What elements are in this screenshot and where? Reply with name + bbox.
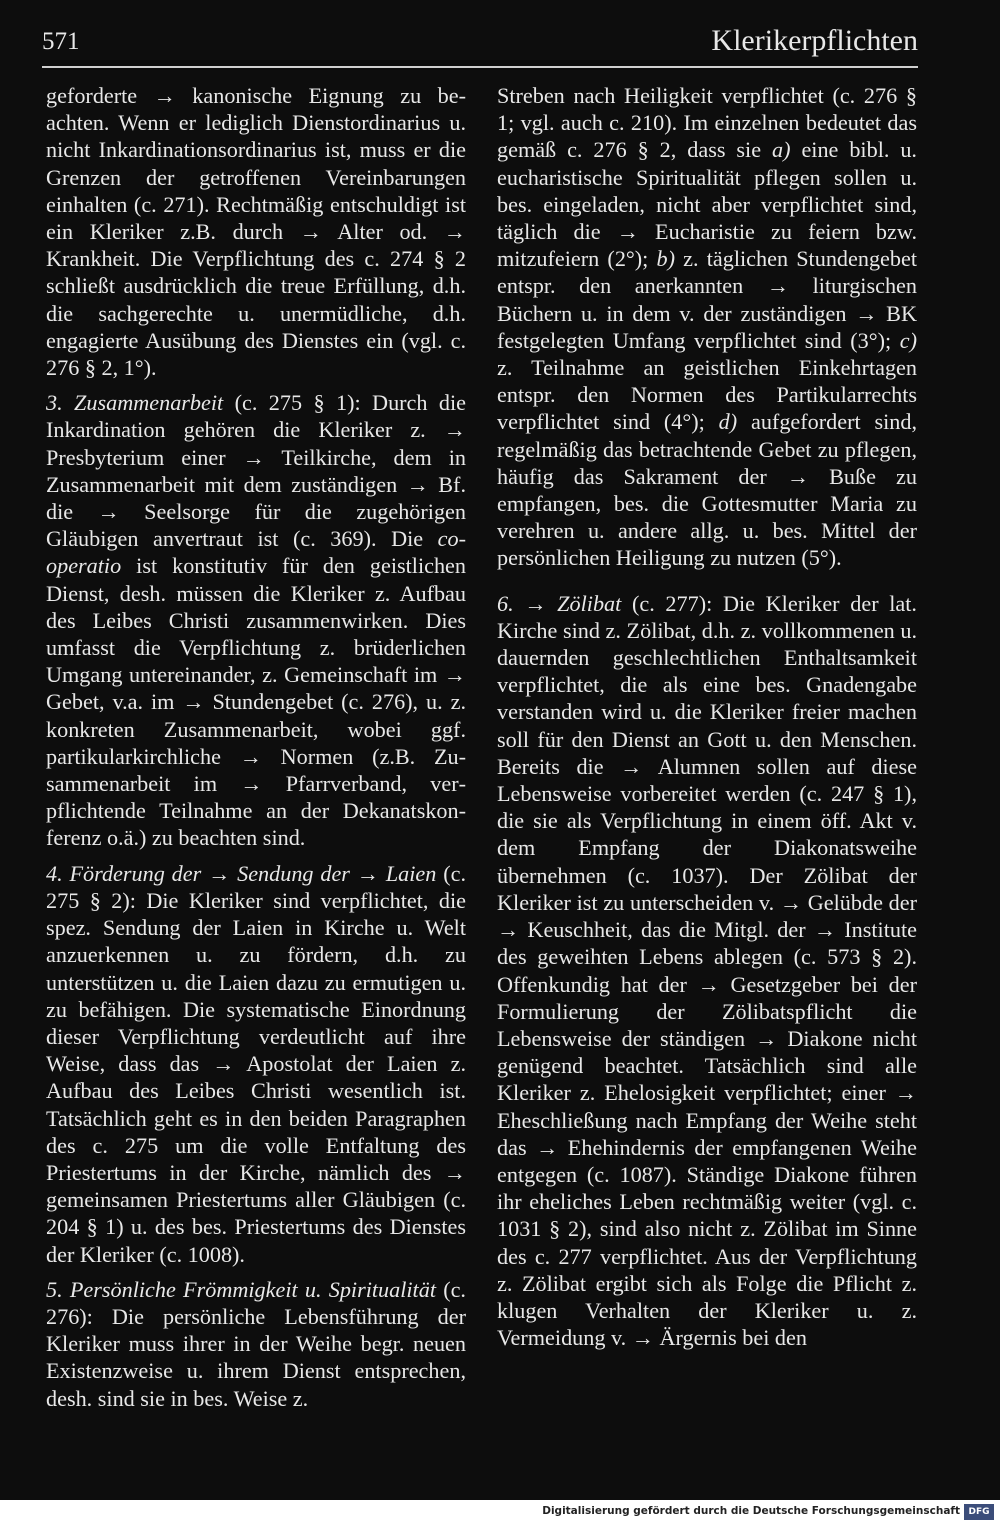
paragraph-text: z. Teilnahme an geistlichen Einkehrtagen entspr. den Normen des Partikularrechts verpflichtet sind (4°); xyxy=(497,355,917,435)
paragraph-intro xyxy=(46,82,466,381)
funding-credit: Digitalisierung gefördert durch die Deutsche Forschungsgemeinschaft xyxy=(542,1505,960,1517)
paragraph-text: eine bibl. u. eucharistische Spiritualität pflegen sollen u. bes. eingeladen, nicht aber verpflichtet sind, täglich die → Eucharistie zu feiern bzw. mitzufeiern (2°); xyxy=(497,137,917,272)
section-3 xyxy=(46,389,466,851)
section-4-text: (c. 275 § 2): Die Kleriker sind verpflichtet, die spez. Sendung der Laien in Kirche u. Welt anzuerkennen u. zu fördern, d.h. zu unterstützen u. die Laien dazu zu ermutigen u. zu befähigen. Die systematische Einordnung dieser Verpflichtung verdeutlicht auf ihre Weise, dass das → Apostolat der Laien z. Aufbau des Leibes Christi wesentlich ist. Tatsächlich geht es in den beiden Paragraphen des c. 275 um die volle Entfaltung des Priestertums in der Kirche, nämlich des → gemeinsamen Priestertums aller Gläubigen (c. 204 § 1) u. des bes. Priestertums des Dienstes der Kleriker (c. 1008). xyxy=(46,860,466,1267)
section-3-title: 3. Zusammenarbeit xyxy=(46,390,224,416)
section-5-continued xyxy=(497,82,917,572)
footer-bar xyxy=(0,1500,1000,1525)
paragraph-text: Streben nach Heiligkeit verpflichtet (c. 276 § 1; vgl. auch c. 210). Im einzelnen bedeutet das gemäß c. 276 § 2, dass sie xyxy=(497,83,917,163)
section-4 xyxy=(46,860,466,1268)
section-3-text-cont: ist konstitutiv für den geistlichen Dienst, desh. müssen die Kleriker z. Aufbau des Leibes Christi zusammenwirken. Dies umfasst die Verpflichtung z. brüderlichen Umgang untereinander, z. Gemeinschaft im → Gebet, v.a. im → Stundengebet (c. 276), u. z. konkreten Zusammenarbeit, wobei ggf. partikularkirchliche → Normen (z.B. Zusammenarbeit im → Pfarrverband, verpflichtende Teilnahme an der Dekanatskonferenz o.ä.) zu beachten sind. xyxy=(46,553,466,851)
list-marker-c: c) xyxy=(899,327,917,353)
list-marker-d: d) xyxy=(718,409,738,435)
dfg-logo: DFG xyxy=(964,1504,994,1520)
page-number: 571 xyxy=(42,28,80,55)
paragraph-text: aufgefordert sind, regelmäßig das betrachtende Gebet zu pflegen, häufig das Sakrament der → Buße zu empfangen, bes. die Gottesmutter Maria zu verehren u. andere allg. u. bes. Mittel der persönlichen Heiligung zu nutzen (5°). xyxy=(497,409,918,571)
section-5 xyxy=(46,1276,466,1412)
section-6-title: 6. → Zölibat xyxy=(497,590,622,616)
paragraph-text: geforderte → kanonische Eignung zu beachten. Wenn er lediglich Dienstordinarius u. nicht Inkardinationsordinarius ist, muss er die Grenzen der getroffenen Vereinbarungen einhalten (c. 271). Rechtmäßig entschuldigt ist ein Kleriker z.B. durch → Alter od. → Krankheit. Die Verpflichtung des c. 274 § 2 schließt ausdrücklich die treue Erfüllung, d.h. die sachgerechte u. unermüdliche, d.h. engagierte Ausübung des Dienstes ein (vgl. c. 276 § 2, 1°). xyxy=(46,83,466,381)
left-column xyxy=(46,82,466,1412)
section-5-title: 5. Persönliche Frömmigkeit u. Spiritualität xyxy=(46,1276,436,1302)
section-6 xyxy=(497,590,917,1352)
list-marker-a: a) xyxy=(772,137,791,163)
right-column xyxy=(497,82,917,1351)
section-4-title: 4. Förderung der → Sendung der → Laien xyxy=(46,860,437,886)
section-5-text: (c. 276): Die persönliche Lebensführung der Kleriker muss ihrer in der Weihe begr. neuen Existenzweise u. ihrem Dienst entsprechen, desh. sind sie in bes. Weise z. xyxy=(46,1276,466,1411)
paragraph-text: z. täglichen Stundengebet entspr. den anerkannten → liturgischen Büchern u. in dem v. der zuständigen → BK festgelegten Umfang verpflichtet sind (3°); xyxy=(497,246,917,353)
page-header xyxy=(42,24,918,68)
running-head: Klerikerpflichten xyxy=(711,24,918,57)
section-6-text: (c. 277): Die Kleriker der lat. Kirche sind z. Zölibat, d.h. z. vollkommenen u. dauernden geschlechtlichen Enthaltsamkeit verpflichtet, die als eine bes. Gnadengabe verstanden wird u. die Kleriker freier machen soll für den Dienst an Gott u. den Menschen. Bereits die → Alumnen sollen auf diese Lebensweise vorbereitet werden (c. 247 § 1), die sie als Verpflichtung in einem öff. Akt v. dem Empfang der Diakonatsweihe übernehmen (c. 1037). Der Zölibat der Kleriker ist zu unterscheiden v. → Gelübde der → Keuschheit, das die Mitgl. der → Institute des geweihten Lebens ablegen (c. 573 § 2). Offenkundig hat der → Gesetzgeber bei der Formulierung der Zölibatspflicht die Lebensweise der ständigen → Diakone nicht genügend beachtet. Tatsächlich sind alle Kleriker z. Ehelosigkeit verpflichtet; einer → Eheschließung nach Empfang der Weihe steht das → Ehehindernis der empfangenen Weihe entgegen (c. 1087). Ständige Diakone führen ihr eheliches Leben rechtmäßig weiter (vgl. c. 1031 § 2), sind also nicht z. Zölibat im Sinne des c. 277 verpflichtet. Aus der Verpflichtung z. Zölibat ergibt sich als Folge die Pflicht z. klugen Verhalten der Kleriker u. z. Vermeidung v. → Ärgernis bei den xyxy=(497,590,917,1351)
list-marker-b: b) xyxy=(656,246,675,272)
section-3-term: cooperatio xyxy=(46,526,466,579)
section-3-text: (c. 275 § 1): Durch die Inkardination gehören die Kleriker z. → Presbyterium einer → Teilkirche, dem in Zusammenarbeit mit dem zuständigen → Bf. die → Seelsorge für die zugehörigen Gläubigen anvertraut ist (c. 369). Die xyxy=(46,390,466,552)
